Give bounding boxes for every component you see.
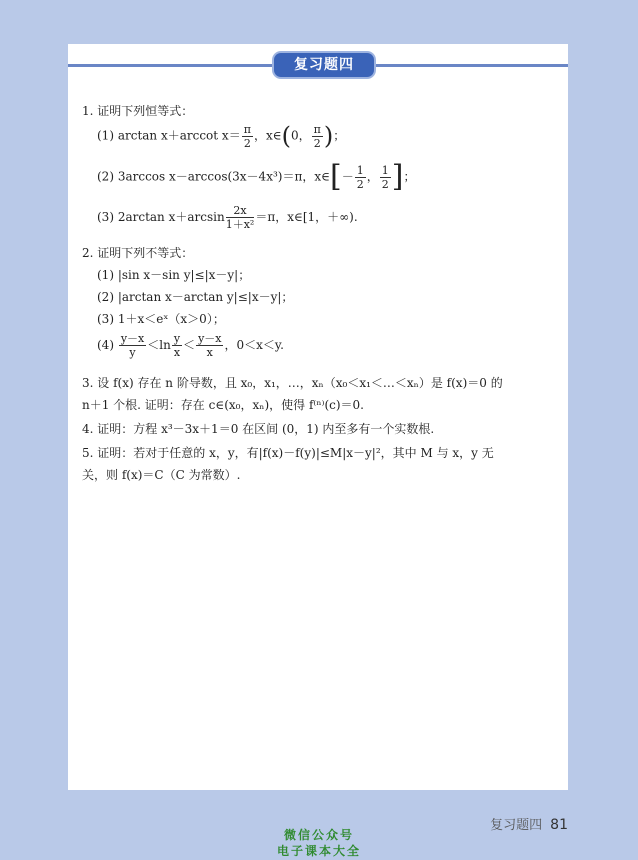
q1-item-1: (1) arctan x＋arccot x＝ $\frac{\pi}{2}$ ，x∈(0， $\frac{\pi}{2}$ )； xyxy=(97,122,346,150)
footer-section: 复习题四 xyxy=(490,818,543,833)
page-number: 81 xyxy=(550,817,568,833)
q2-item-2: (2) |arctan x－arctan y|≤|x－y|； xyxy=(97,290,294,304)
q1-title: 1. 证明下列恒等式： xyxy=(82,104,194,118)
page-sheet xyxy=(68,44,568,790)
watermark-line-2: 电子课本大全 xyxy=(276,844,361,858)
q1-item-2: (2) 3arccos x－arccos(3x－4x³)＝π，x∈[－ $\frac{1}{2}$ ， $\frac{1}{2}$ ]； xyxy=(97,159,416,194)
fraction: $\frac{\pi}{2}$ xyxy=(243,122,251,150)
q3-line-1: 3. 设 f(x) 存在 n 阶导数，且 x₀，x₁，…，xₙ（x₀＜x₁＜…＜xₙ）是 f(x)＝0 的 xyxy=(82,376,503,390)
q2-item-3: (3) 1＋x＜eˣ（x＞0）； xyxy=(97,312,225,326)
section-title-badge: 复习题四 xyxy=(274,53,374,77)
q2-item-1: (1) |sin x－sin y|≤|x－y|； xyxy=(97,268,251,282)
q2-item-4: (4) $\frac{y-x}{y}$ ＜ln $\frac{y}{x}$ ＜ $\frac{y-x}{x}$ ，0＜x＜y. xyxy=(97,332,284,359)
q3-line-2: n＋1 个根. 证明：存在 c∈(x₀，xₙ)，使得 f⁽ⁿ⁾(c)＝0. xyxy=(82,398,365,412)
q2-title: 2. 证明下列不等式： xyxy=(82,246,194,260)
watermark-line-1: 微信公众号 xyxy=(283,828,354,842)
q1-item-3: (3) 2arctan x＋arcsin $\frac{2x}{\text{1＋x²}}$ ＝π，x∈[1，＋∞). xyxy=(97,204,358,231)
q5-line-1: 5. 证明：若对于任意的 x，y，有|f(x)－f(y)|≤M|x－y|²，其中 M 与 x，y 无 xyxy=(82,446,494,460)
q4-text: 4. 证明：方程 x³－3x＋1＝0 在区间 (0，1) 内至多有一个实数根. xyxy=(82,422,435,436)
q5-line-2: 关，则 f(x)＝C（C 为常数）. xyxy=(82,468,241,482)
